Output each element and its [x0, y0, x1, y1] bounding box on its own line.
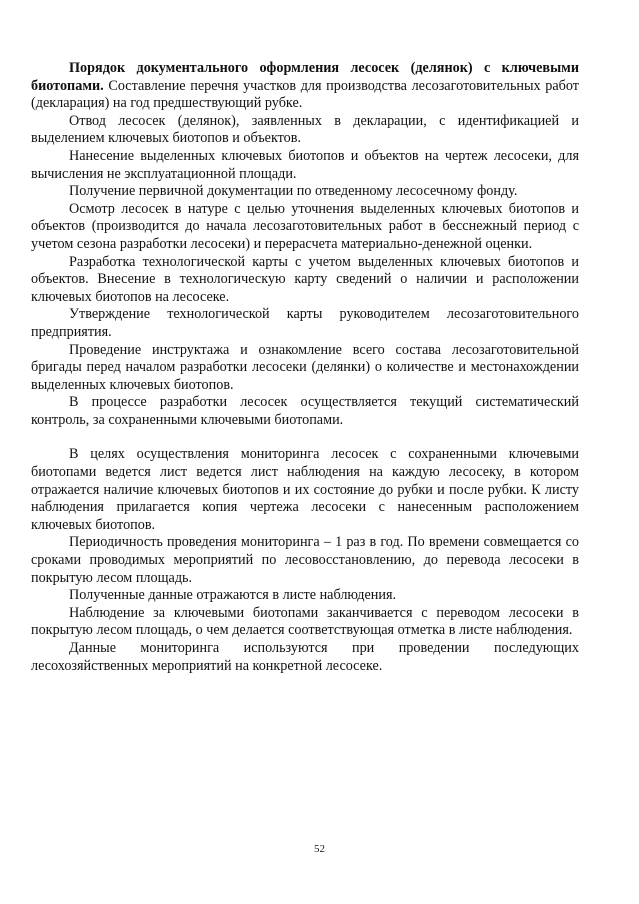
heading-continuation: Составление перечня участков для производства лесозаготовительных работ (декларация) на год предшествующий рубке.: [31, 77, 579, 112]
paragraph-primary-docs: Получение первичной документации по отведенному лесосечному фонду.: [69, 183, 518, 200]
paragraph-usage: Данные мониторинга используются при проведении последующих лесохозяйственных мероприятий на конкретной лесосеке.: [31, 640, 579, 674]
paragraph-gap: [31, 429, 579, 446]
paragraph-mapping: Нанесение выделенных ключевых биотопов и объектов на чертеж лесосеки, для вычисления не эксплуатационной площади.: [31, 147, 579, 182]
paragraph-control: В процессе разработки лесосек осуществляется текущий систематический контроль, за сохраненными ключевыми биотопами.: [31, 394, 579, 428]
paragraph-briefing: Проведение инструктажа и ознакомление всего состава лесозаготовительной бригады перед началом разработки лесосеки (делянки) о количестве и местонахождении выделенных ключевых биотопов.: [31, 341, 579, 393]
paragraph-recording: Полученные данные отражаются в листе наблюдения.: [69, 587, 397, 604]
paragraph-inspection: Осмотр лесосек в натуре с целью уточнения выделенных ключевых биотопов и объектов (производится до начала лесозаготовительных работ в бесснежный период с учетом сезона разработки лесосеки) и перерасчета материально-денежной оценки.: [31, 200, 579, 252]
document-body: [31, 60, 579, 675]
section-heading: Порядок документального оформления лесосек (делянок) с ключевыми биотопами.: [31, 60, 579, 94]
paragraph-monitoring: В целях осуществления мониторинга лесосек с сохраненными ключевыми биотопами ведется лист ведется лист наблюдения на каждую лесосеку, в котором отражается наличие ключевых биотопов и их состояние до рубки и после рубки. К листу наблюдения прилагается копия чертежа лесосеки с нанесенным расположением ключевых биотопов.: [31, 446, 579, 533]
page-number: 52: [314, 843, 325, 855]
heading-paragraph: [31, 60, 579, 113]
paragraph-completion: Наблюдение за ключевыми биотопами заканчивается с переводом лесосеки в покрытую лесом площадь, о чем делается соответствующая отметка в листе наблюдения.: [31, 604, 579, 639]
paragraph-periodicity: Периодичность проведения мониторинга – 1 раз в год. По времени совмещается со сроками проводимых мероприятий по лесовосстановлению, до перевода лесосеки в покрытую лесом площадь.: [31, 534, 579, 586]
paragraph-allotment: Отвод лесосек (делянок), заявленных в декларации, с идентификацией и выделением ключевых биотопов и объектов.: [31, 112, 579, 147]
paragraph-approval: Утверждение технологической карты руководителем лесозаготовительного предприятия.: [31, 306, 579, 340]
paragraph-tech-map: Разработка технологической карты с учетом выделенных ключевых биотопов и объектов. Внесение в технологическую карту сведений о наличии и расположении ключевых биотопов на лесосеке.: [31, 253, 579, 305]
